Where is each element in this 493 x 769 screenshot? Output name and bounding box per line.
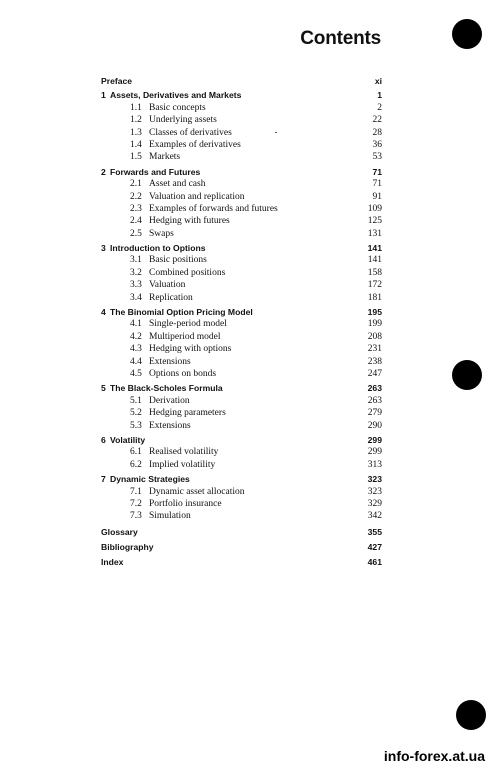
chapter-title: Dynamic Strategies [110, 474, 190, 485]
page-number: 22 [372, 115, 382, 126]
chapter-number: 5 [101, 383, 106, 394]
toc-back-matter-entry[interactable] [101, 526, 382, 538]
toc-section-entry[interactable] [101, 420, 382, 432]
page-number: 109 [367, 203, 382, 214]
section-number: 1.3 [130, 127, 142, 138]
table-of-contents [101, 75, 382, 569]
page-number: 247 [367, 368, 382, 379]
page-number: 199 [367, 319, 382, 330]
section-number: 2.4 [130, 216, 142, 227]
chapter-title: Forwards and Futures [110, 166, 201, 177]
section-title: Portfolio insurance [149, 498, 222, 509]
entry-title: Bibliography [101, 542, 154, 553]
toc-section-entry[interactable] [101, 318, 382, 330]
section-number: 4.3 [130, 344, 142, 355]
toc-chapter-entry[interactable] [101, 473, 382, 485]
toc-section-entry[interactable] [101, 254, 382, 266]
toc-section-entry[interactable] [101, 279, 382, 291]
toc-section-entry[interactable] [101, 368, 382, 380]
section-title: Markets [149, 152, 181, 163]
page-number: 53 [372, 152, 382, 163]
chapter-title: The Binomial Option Pricing Model [110, 307, 253, 318]
section-number: 2.5 [130, 228, 142, 239]
entry-title: Index [101, 557, 124, 568]
page-number: 299 [367, 447, 382, 458]
section-title: Swaps [149, 228, 174, 239]
page-number: 299 [367, 434, 382, 445]
toc-section-entry[interactable] [101, 215, 382, 227]
section-title: Asset and cash [149, 179, 206, 190]
toc-section-entry[interactable] [101, 459, 382, 471]
section-number: 1.2 [130, 115, 142, 126]
page-number: 141 [367, 243, 382, 254]
section-number: 5.1 [130, 395, 142, 406]
chapter-number: 4 [101, 307, 106, 318]
section-number: 4.1 [130, 319, 142, 330]
section-number: 5.3 [130, 420, 142, 431]
toc-section-entry[interactable] [101, 498, 382, 510]
page-number: xi [374, 76, 382, 86]
page-number: 91 [372, 191, 382, 202]
page-number: 231 [367, 344, 382, 355]
section-number: 7.2 [130, 498, 142, 509]
page-number: 279 [367, 408, 382, 419]
page-title: Contents [300, 28, 381, 49]
toc-chapter-entry[interactable] [101, 382, 382, 394]
page-number: 355 [367, 526, 382, 537]
page-number: 125 [367, 216, 382, 227]
section-title: Hedging with options [149, 344, 232, 355]
section-number: 3.4 [130, 292, 142, 303]
section-title: Extensions [149, 420, 191, 431]
page-number: 36 [372, 139, 382, 150]
chapter-title: Volatility [110, 434, 146, 445]
page-number: 263 [367, 395, 382, 406]
section-number: 1.5 [130, 152, 142, 163]
section-title: Hedging with futures [149, 216, 230, 227]
page-number: 1 [377, 90, 382, 101]
section-number: 2.1 [130, 179, 142, 190]
toc-section-entry[interactable] [101, 228, 382, 240]
toc-back-matter-entry[interactable] [101, 556, 382, 568]
toc-section-entry[interactable] [101, 292, 382, 304]
page-number: 427 [367, 542, 382, 553]
section-title: Multiperiod model [149, 331, 221, 342]
page-number: 323 [367, 486, 382, 497]
toc-section-entry[interactable] [101, 203, 382, 215]
watermark: info-forex.at.ua [383, 748, 485, 764]
page-number: 141 [367, 255, 382, 266]
toc-chapter-entry[interactable] [101, 89, 382, 101]
section-number: 1.1 [130, 102, 142, 113]
toc-section-entry[interactable] [101, 191, 382, 203]
section-title: Realised volatility [149, 447, 219, 458]
toc-chapter-entry[interactable] [101, 242, 382, 254]
section-number: 4.5 [130, 368, 142, 379]
toc-section-entry[interactable] [101, 331, 382, 343]
section-number: 5.2 [130, 408, 142, 419]
page-number: 342 [367, 511, 382, 522]
chapter-number: 7 [101, 474, 106, 485]
section-title: Basic positions [149, 255, 207, 266]
page-number: 290 [367, 420, 382, 431]
entry-title: Preface [101, 76, 133, 86]
page-number: 313 [367, 459, 382, 470]
toc-section-entry[interactable] [101, 267, 382, 279]
page-number: 263 [367, 383, 382, 394]
section-number: 6.2 [130, 459, 142, 470]
section-title: Basic concepts [149, 102, 206, 113]
section-number: 1.4 [130, 139, 142, 150]
section-number: 3.1 [130, 255, 142, 266]
entry-title: Glossary [101, 526, 138, 537]
toc-section-entry[interactable] [101, 151, 382, 163]
section-number: 7.1 [130, 486, 142, 497]
page-number: 323 [367, 474, 382, 485]
page-number: 71 [372, 179, 382, 190]
section-title: Single-period model [149, 319, 227, 330]
toc-section-entry[interactable] [101, 395, 382, 407]
toc-section-entry[interactable] [101, 102, 382, 114]
section-title: Derivation [149, 395, 190, 406]
page-number: 158 [367, 267, 382, 278]
chapter-number: 6 [101, 434, 106, 445]
toc-section-entry[interactable] [101, 139, 382, 151]
section-title: Examples of forwards and futures [149, 203, 278, 214]
section-number: 4.4 [130, 356, 142, 367]
section-title: Combined positions [149, 267, 226, 278]
toc-section-entry[interactable] [101, 446, 382, 458]
page-number: 195 [367, 307, 382, 318]
toc-front-matter-entry[interactable] [101, 75, 382, 87]
toc-chapter-entry[interactable] [101, 434, 382, 446]
chapter-number: 1 [101, 90, 106, 101]
binder-hole-middle [452, 360, 482, 390]
section-number: 2.2 [130, 191, 142, 202]
page-number: 71 [372, 166, 382, 177]
toc-section-entry[interactable] [101, 343, 382, 355]
binder-hole-bottom [456, 700, 486, 730]
chapter-title: Introduction to Options [110, 243, 206, 254]
section-title: Valuation and replication [149, 191, 245, 202]
page-number: 208 [367, 331, 382, 342]
section-number: 4.2 [130, 331, 142, 342]
section-number: 7.3 [130, 511, 142, 522]
page-number: 329 [367, 498, 382, 509]
section-title: Hedging parameters [149, 408, 226, 419]
chapter-title: Assets, Derivatives and Markets [110, 90, 242, 101]
chapter-number: 3 [101, 243, 106, 254]
section-title: Classes of derivatives [149, 127, 232, 138]
section-title: Implied volatility [149, 459, 216, 470]
toc-section-entry[interactable] [101, 407, 382, 419]
page-number: 181 [367, 292, 382, 303]
page-number: 461 [367, 557, 382, 568]
page-number: 28 [372, 127, 382, 138]
section-title: Examples of derivatives [149, 139, 241, 150]
chapter-number: 2 [101, 166, 106, 177]
toc-section-entry[interactable] [101, 486, 382, 498]
page-number: 238 [367, 356, 382, 367]
toc-chapter-entry[interactable] [101, 166, 382, 178]
toc-chapter-entry[interactable] [101, 306, 382, 318]
toc-section-entry[interactable] [101, 356, 382, 368]
toc-section-entry[interactable] [101, 510, 382, 522]
section-title: Simulation [149, 511, 191, 522]
toc-section-entry[interactable] [101, 127, 382, 139]
chapter-title: The Black-Scholes Formula [110, 383, 223, 394]
section-title: Underlying assets [149, 115, 217, 126]
toc-section-entry[interactable] [101, 114, 382, 126]
section-number: 3.2 [130, 267, 142, 278]
section-title: Replication [149, 292, 193, 303]
section-number: 2.3 [130, 203, 142, 214]
section-title: Dynamic asset allocation [149, 486, 245, 497]
binder-hole-top [452, 19, 482, 49]
section-title: Options on bonds [149, 368, 217, 379]
section-title: Valuation [149, 280, 186, 291]
section-title: Extensions [149, 356, 191, 367]
toc-section-entry[interactable] [101, 178, 382, 190]
page-number: 172 [367, 280, 382, 291]
toc-back-matter-entry[interactable] [101, 541, 382, 553]
section-number: 6.1 [130, 447, 142, 458]
section-number: 3.3 [130, 280, 142, 291]
page-number: 2 [377, 102, 382, 113]
page-number: 131 [367, 228, 382, 239]
